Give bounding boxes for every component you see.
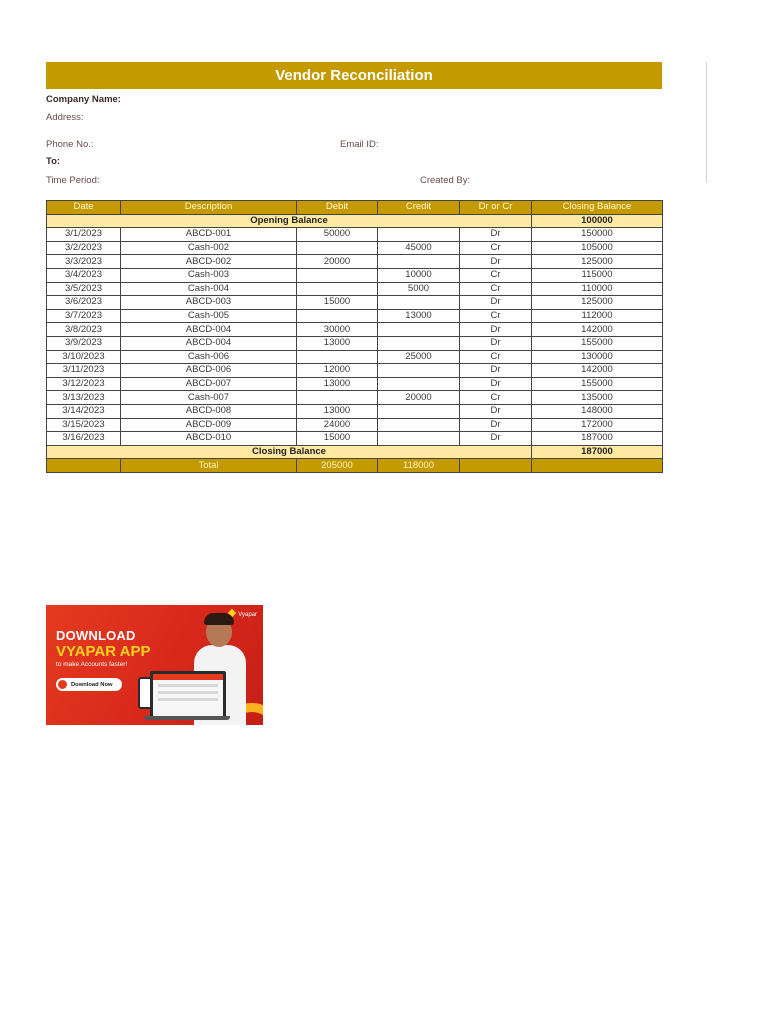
balance-cell: 135000	[532, 391, 663, 405]
total-spacer-cell	[532, 459, 663, 473]
credit-cell	[378, 323, 460, 337]
person-illustration-hair	[204, 613, 234, 625]
description-cell: Cash-004	[121, 282, 297, 296]
balance-cell: 155000	[532, 336, 663, 350]
laptop-screen-row	[158, 684, 218, 687]
date-cell: 3/11/2023	[47, 364, 121, 378]
table-row	[47, 255, 663, 269]
column-header-credit: Credit	[378, 201, 460, 215]
total-spacer-cell	[47, 459, 121, 473]
description-cell: ABCD-004	[121, 323, 297, 337]
description-cell: Cash-003	[121, 268, 297, 282]
laptop-screen-header	[153, 674, 223, 680]
debit-cell: 15000	[297, 296, 378, 310]
date-cell: 3/10/2023	[47, 350, 121, 364]
description-cell: ABCD-010	[121, 432, 297, 446]
table-row	[47, 377, 663, 391]
debit-cell: 50000	[297, 228, 378, 242]
balance-cell: 110000	[532, 282, 663, 296]
table-row	[47, 228, 663, 242]
debit-cell	[297, 309, 378, 323]
date-cell: 3/3/2023	[47, 255, 121, 269]
table-row	[47, 323, 663, 337]
opening-balance-row	[47, 214, 663, 228]
table-row	[47, 282, 663, 296]
banner-line-app: VYAPAR APP	[56, 643, 151, 660]
time-period-label: Time Period:	[46, 175, 100, 186]
balance-cell: 130000	[532, 350, 663, 364]
address-label: Address:	[46, 112, 84, 123]
date-cell: 3/8/2023	[47, 323, 121, 337]
description-cell: ABCD-004	[121, 336, 297, 350]
dr-cr-cell: Dr	[460, 255, 532, 269]
column-header-date: Date	[47, 201, 121, 215]
date-cell: 3/14/2023	[47, 404, 121, 418]
description-cell: ABCD-006	[121, 364, 297, 378]
credit-cell	[378, 404, 460, 418]
balance-cell: 172000	[532, 418, 663, 432]
description-cell: ABCD-009	[121, 418, 297, 432]
credit-cell	[378, 364, 460, 378]
dr-cr-cell: Cr	[460, 268, 532, 282]
dr-cr-cell: Dr	[460, 228, 532, 242]
date-cell: 3/6/2023	[47, 296, 121, 310]
description-cell: ABCD-003	[121, 296, 297, 310]
debit-cell	[297, 268, 378, 282]
balance-cell: 155000	[532, 377, 663, 391]
date-cell: 3/1/2023	[47, 228, 121, 242]
date-cell: 3/2/2023	[47, 241, 121, 255]
dr-cr-cell: Dr	[460, 432, 532, 446]
table-row	[47, 391, 663, 405]
debit-cell: 15000	[297, 432, 378, 446]
table-row	[47, 432, 663, 446]
date-cell: 3/5/2023	[47, 282, 121, 296]
description-cell: Cash-007	[121, 391, 297, 405]
debit-cell: 24000	[297, 418, 378, 432]
dr-cr-cell: Cr	[460, 282, 532, 296]
credit-cell: 45000	[378, 241, 460, 255]
description-cell: ABCD-007	[121, 377, 297, 391]
date-cell: 3/7/2023	[47, 309, 121, 323]
download-icon	[58, 680, 67, 689]
credit-cell: 10000	[378, 268, 460, 282]
table-row	[47, 296, 663, 310]
dr-cr-cell: Cr	[460, 241, 532, 255]
debit-cell	[297, 350, 378, 364]
closing-balance-value: 187000	[532, 445, 663, 459]
debit-cell: 13000	[297, 336, 378, 350]
credit-cell: 13000	[378, 309, 460, 323]
table-row	[47, 268, 663, 282]
table-row	[47, 241, 663, 255]
description-cell: Cash-005	[121, 309, 297, 323]
date-cell: 3/9/2023	[47, 336, 121, 350]
to-label: To:	[46, 156, 61, 167]
column-header-description: Description	[121, 201, 297, 215]
debit-cell	[297, 391, 378, 405]
table-row	[47, 336, 663, 350]
description-cell: ABCD-001	[121, 228, 297, 242]
balance-cell: 125000	[532, 296, 663, 310]
balance-cell: 115000	[532, 268, 663, 282]
laptop-screen-row	[158, 698, 218, 701]
column-header-dr-cr: Dr or Cr	[460, 201, 532, 215]
total-row	[47, 459, 663, 473]
page-margin-rule	[706, 62, 707, 182]
table-row	[47, 404, 663, 418]
phone-label: Phone No.:	[46, 139, 94, 150]
debit-cell: 12000	[297, 364, 378, 378]
dr-cr-cell: Dr	[460, 377, 532, 391]
debit-cell: 13000	[297, 404, 378, 418]
credit-cell	[378, 432, 460, 446]
banner-tagline: to make Accounts faster!	[56, 661, 128, 668]
created-by-label: Created By:	[420, 175, 471, 186]
download-now-button[interactable]	[56, 678, 122, 691]
dr-cr-cell: Dr	[460, 418, 532, 432]
closing-balance-row	[47, 445, 663, 459]
dr-cr-cell: Dr	[460, 404, 532, 418]
dr-cr-cell: Cr	[460, 350, 532, 364]
date-cell: 3/16/2023	[47, 432, 121, 446]
balance-cell: 142000	[532, 364, 663, 378]
brand-name: Vyapar	[238, 612, 257, 618]
reconciliation-table	[46, 200, 663, 473]
date-cell: 3/4/2023	[47, 268, 121, 282]
vyapar-brand	[229, 610, 257, 618]
table-header-row	[47, 201, 663, 215]
credit-cell	[378, 255, 460, 269]
debit-cell: 30000	[297, 323, 378, 337]
table-row	[47, 350, 663, 364]
download-app-banner[interactable]	[46, 605, 263, 725]
date-cell: 3/13/2023	[47, 391, 121, 405]
balance-cell: 148000	[532, 404, 663, 418]
email-label: Email ID:	[340, 139, 379, 150]
description-cell: ABCD-002	[121, 255, 297, 269]
banner-line-download: DOWNLOAD	[56, 628, 136, 643]
date-cell: 3/15/2023	[47, 418, 121, 432]
credit-cell: 5000	[378, 282, 460, 296]
credit-cell	[378, 228, 460, 242]
debit-cell	[297, 241, 378, 255]
debit-cell: 20000	[297, 255, 378, 269]
balance-cell: 125000	[532, 255, 663, 269]
dr-cr-cell: Cr	[460, 391, 532, 405]
balance-cell: 142000	[532, 323, 663, 337]
debit-cell	[297, 282, 378, 296]
balance-cell: 150000	[532, 228, 663, 242]
opening-balance-label: Opening Balance	[47, 214, 532, 228]
dr-cr-cell: Dr	[460, 323, 532, 337]
dr-cr-cell: Dr	[460, 364, 532, 378]
debit-cell: 13000	[297, 377, 378, 391]
table-row	[47, 418, 663, 432]
balance-cell: 105000	[532, 241, 663, 255]
table-row	[47, 309, 663, 323]
laptop-screen-row	[158, 691, 218, 694]
column-header-closing-balance: Closing Balance	[532, 201, 663, 215]
total-spacer-cell	[460, 459, 532, 473]
download-now-label: Download Now	[71, 681, 113, 688]
laptop-mockup-icon	[150, 671, 226, 719]
balance-cell: 112000	[532, 309, 663, 323]
credit-cell: 25000	[378, 350, 460, 364]
credit-cell	[378, 336, 460, 350]
table-row	[47, 364, 663, 378]
laptop-base	[144, 716, 230, 720]
dr-cr-cell: Dr	[460, 296, 532, 310]
credit-cell	[378, 418, 460, 432]
page-title: Vendor Reconciliation	[46, 62, 662, 89]
credit-cell	[378, 296, 460, 310]
opening-balance-value: 100000	[532, 214, 663, 228]
dr-cr-cell: Dr	[460, 336, 532, 350]
closing-balance-label: Closing Balance	[47, 445, 532, 459]
total-label: Total	[121, 459, 297, 473]
total-credit: 118000	[378, 459, 460, 473]
column-header-debit: Debit	[297, 201, 378, 215]
description-cell: Cash-006	[121, 350, 297, 364]
total-debit: 205000	[297, 459, 378, 473]
date-cell: 3/12/2023	[47, 377, 121, 391]
description-cell: ABCD-008	[121, 404, 297, 418]
credit-cell	[378, 377, 460, 391]
company-name-label: Company Name:	[46, 94, 121, 105]
balance-cell: 187000	[532, 432, 663, 446]
credit-cell: 20000	[378, 391, 460, 405]
dr-cr-cell: Cr	[460, 309, 532, 323]
description-cell: Cash-002	[121, 241, 297, 255]
